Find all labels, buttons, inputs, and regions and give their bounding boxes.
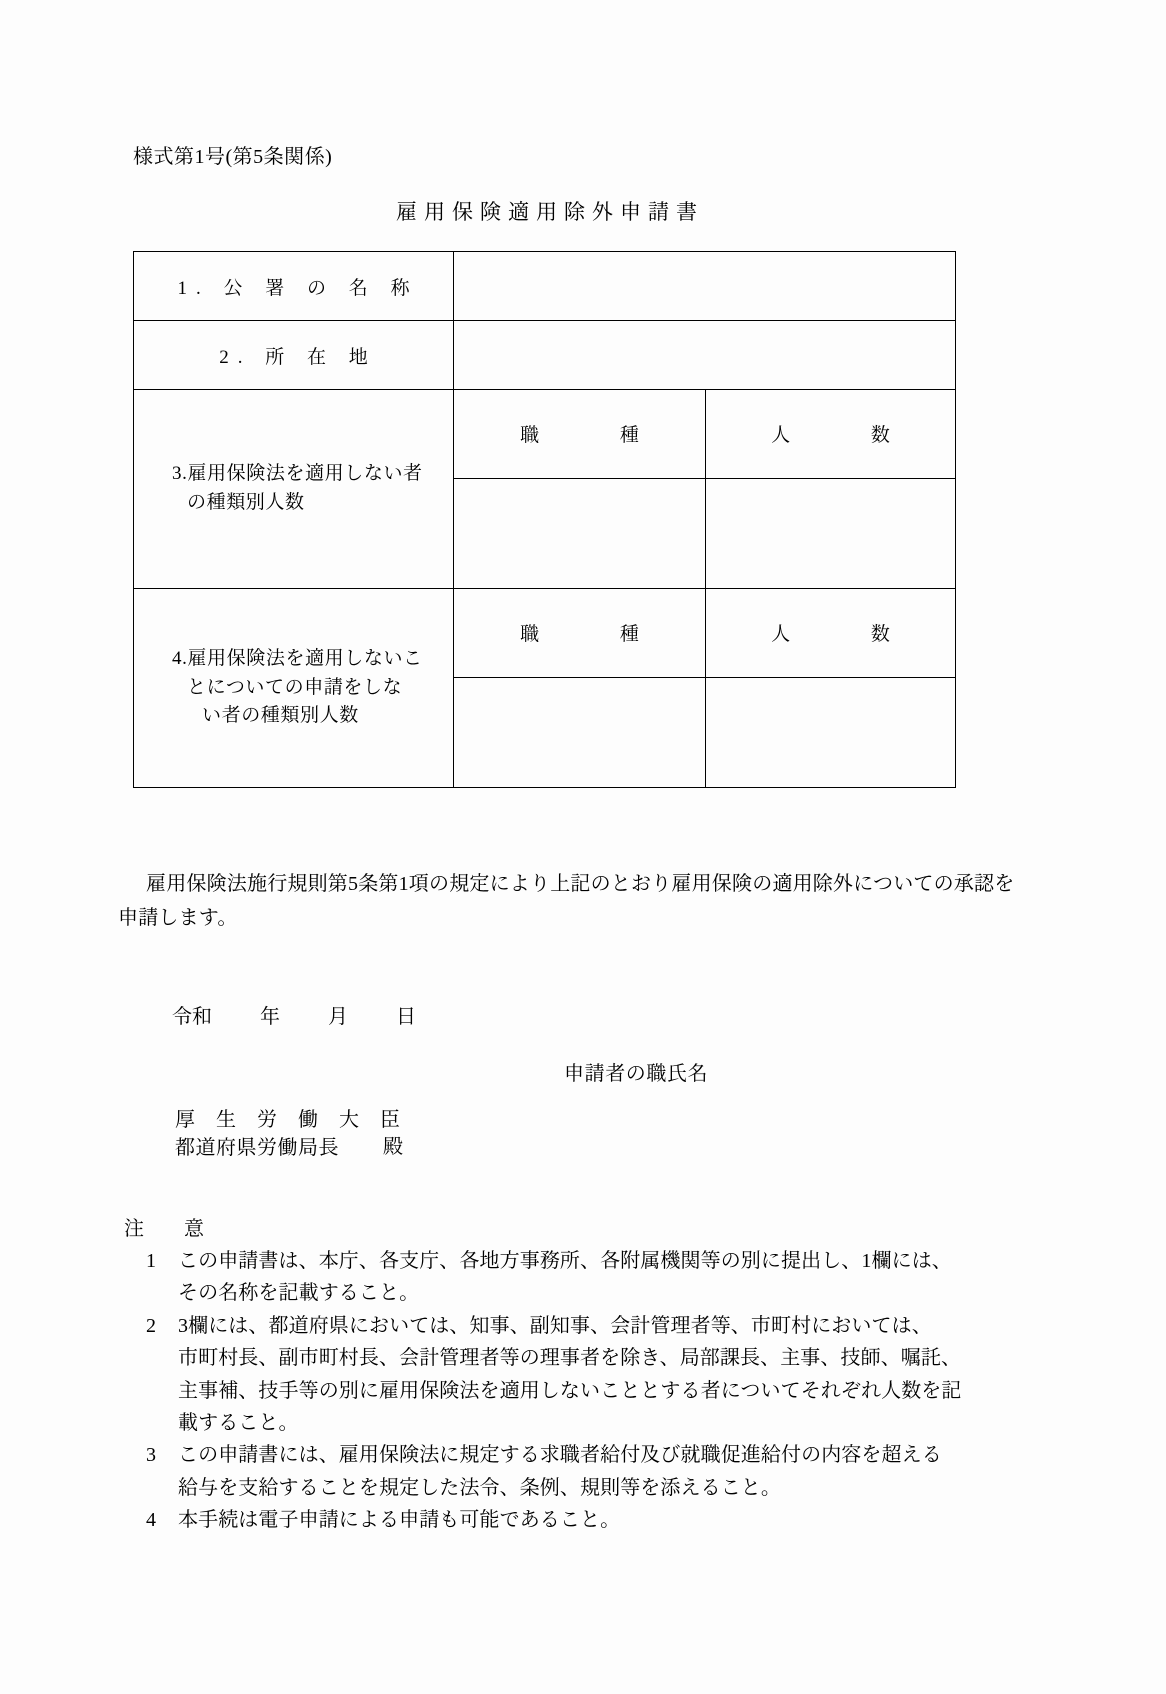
note-line: 給与を支給することを規定した法令、条例、規則等を添えること。 bbox=[178, 1476, 781, 1499]
application-table bbox=[133, 251, 956, 788]
addressee-bureau: 都道府県労働局長 bbox=[175, 1137, 339, 1160]
date-day-unit: 日 bbox=[396, 1006, 416, 1028]
addressee-honorific: 殿 bbox=[383, 1136, 403, 1158]
header-job-type-4 bbox=[454, 589, 706, 678]
note-line: その名称を記載すること。 bbox=[178, 1282, 420, 1305]
date-year-unit: 年 bbox=[260, 1006, 280, 1028]
value-office-name[interactable] bbox=[454, 252, 956, 321]
label-excluded-line2: の種類別人数 bbox=[187, 492, 305, 513]
note-number: 2 bbox=[146, 1314, 157, 1337]
document-title: 雇用保険適用除外申請書 bbox=[396, 200, 704, 224]
table-row-office-name bbox=[134, 252, 956, 321]
note-line: 3欄には、都道府県においては、知事、副知事、会計管理者等、市町村においては、 bbox=[178, 1314, 932, 1337]
note-number: 1 bbox=[146, 1250, 157, 1272]
header-person-count-3-text: 人 数 bbox=[771, 425, 928, 447]
note-line: 主事補、技手等の別に雇用保険法を適用しないこととする者についてそれぞれ人数を記 bbox=[178, 1379, 962, 1402]
form-number: 様式第1号(第5条関係) bbox=[133, 146, 333, 168]
header-person-count-4 bbox=[706, 589, 956, 678]
header-job-type-3 bbox=[454, 390, 706, 479]
header-job-type-3-text: 職 種 bbox=[520, 425, 677, 447]
note-item bbox=[124, 1245, 1024, 1310]
value-person-count-4[interactable] bbox=[706, 677, 956, 787]
application-statement bbox=[118, 868, 1018, 935]
label-address bbox=[134, 321, 454, 390]
notes-section bbox=[124, 1212, 1024, 1537]
value-job-type-4[interactable] bbox=[454, 677, 706, 787]
label-office-name-text: 1. 公 署 の 名 称 bbox=[177, 277, 419, 299]
label-office-name bbox=[134, 252, 454, 321]
label-not-applying-line1: 4.雇用保険法を適用しないこ bbox=[172, 647, 423, 669]
date-line bbox=[172, 1000, 416, 1029]
value-job-type-3[interactable] bbox=[454, 478, 706, 588]
header-person-count-3 bbox=[706, 390, 956, 479]
table-row-excluded-header bbox=[134, 390, 956, 479]
label-excluded-line1: 3.雇用保険法を適用しない者 bbox=[172, 463, 423, 485]
addressee-block bbox=[175, 1106, 408, 1163]
value-address[interactable] bbox=[454, 321, 956, 390]
note-item bbox=[124, 1439, 1024, 1504]
header-job-type-4-text: 職 種 bbox=[520, 624, 677, 646]
table-row-address bbox=[134, 321, 956, 390]
addressee-minister: 厚 生 労 働 大 臣 bbox=[175, 1109, 408, 1131]
note-line: この申請書は、本庁、各支庁、各地方事務所、各附属機関等の別に提出し、1欄には、 bbox=[178, 1250, 952, 1272]
date-era: 令和 bbox=[172, 1006, 212, 1028]
table-row-not-applying-header bbox=[134, 589, 956, 678]
note-line: 載すること。 bbox=[178, 1411, 299, 1434]
label-not-applying-line2: とについての申請をしな bbox=[187, 676, 403, 698]
value-person-count-3[interactable] bbox=[706, 478, 956, 588]
applicant-signature-label: 申請者の職氏名 bbox=[564, 1063, 709, 1085]
label-not-applying-line3: い者の種類別人数 bbox=[202, 705, 359, 727]
label-excluded-types-text bbox=[134, 460, 453, 518]
note-number: 4 bbox=[146, 1509, 157, 1532]
notes-heading: 注 意 bbox=[124, 1218, 214, 1240]
label-not-applying-types bbox=[134, 589, 454, 788]
label-excluded-types bbox=[134, 390, 454, 589]
note-line: この申請書には、雇用保険法に規定する求職者給付及び就職促進給付の内容を超える bbox=[178, 1444, 942, 1467]
note-line: 本手続は電子申請による申請も可能であること。 bbox=[178, 1509, 621, 1532]
header-person-count-4-text: 人 数 bbox=[771, 624, 928, 646]
note-item bbox=[124, 1310, 1024, 1440]
note-number: 3 bbox=[146, 1444, 157, 1467]
date-month-unit: 月 bbox=[328, 1006, 348, 1028]
note-item bbox=[124, 1504, 1024, 1536]
label-address-text: 2. 所 在 地 bbox=[219, 346, 377, 368]
application-statement-text: 雇用保険法施行規則第5条第1項の規定により上記のとおり雇用保険の適用除外についての承認を申請します。 bbox=[118, 873, 1015, 929]
label-not-applying-types-text bbox=[134, 645, 453, 732]
note-line: 市町村長、副市町村長、会計管理者等の理事者を除き、局部課長、主事、技師、嘱託、 bbox=[178, 1347, 962, 1370]
